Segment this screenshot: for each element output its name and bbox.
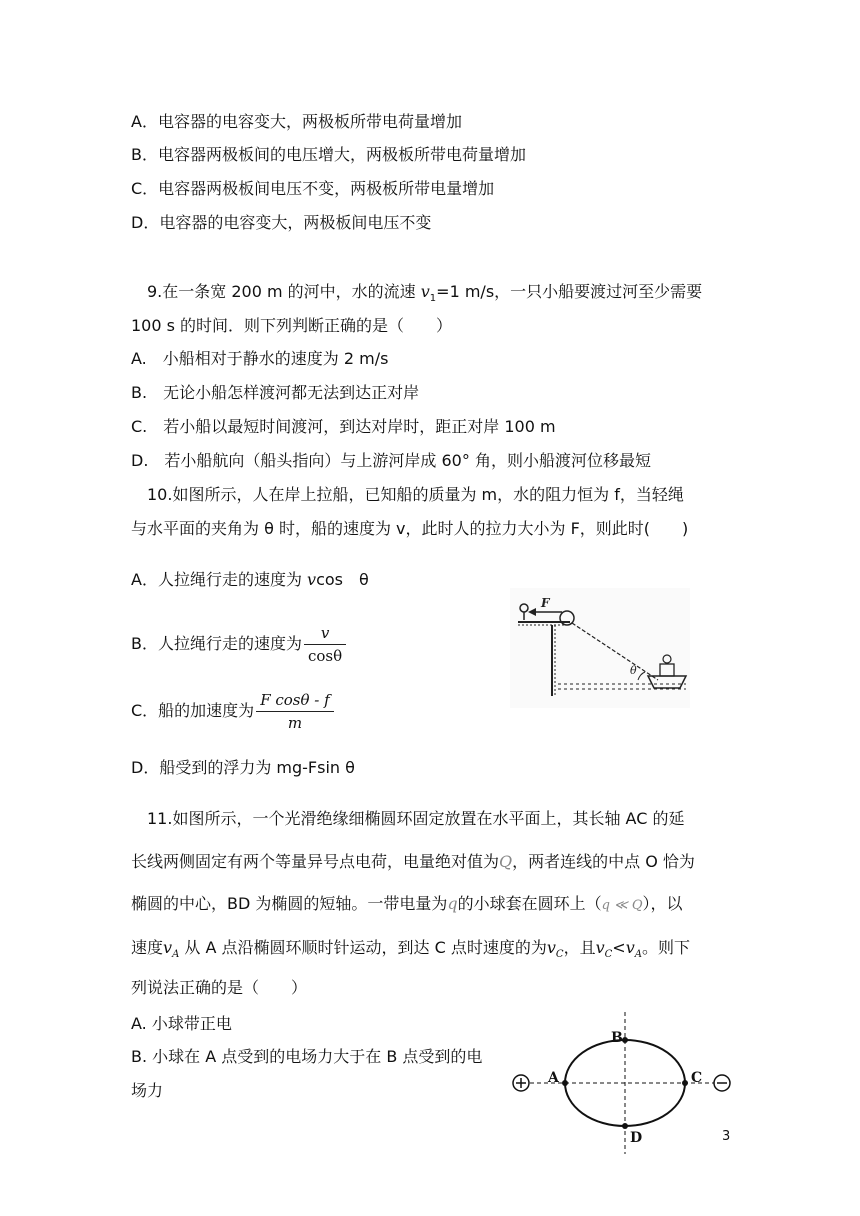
q9-v1-sub: 1 — [429, 293, 437, 305]
q11-option-a: A. 小球带正电 — [131, 1014, 232, 1033]
q10-option-a-cos: cos θ — [316, 570, 369, 589]
q11-option-b-line2: 场力 — [131, 1081, 164, 1100]
q9-option-d: D. 若小船航向（船头指向）与上游河岸成 60° 角，则小船渡河位移最短 — [131, 451, 651, 470]
q10-option-d: D．船受到的浮力为 mg-Fsin θ — [131, 758, 355, 777]
q8-option-d: D．电容器的电容变大，两极板间电压不变 — [131, 213, 432, 232]
q10-stem-line1: 10.如图所示，人在岸上拉船，已知船的质量为 m，水的阻力恒为 f，当轻绳 — [147, 485, 684, 504]
q11-vc-sub: C — [555, 949, 564, 961]
q11-stem4-part3: ，且 — [563, 938, 596, 957]
q11-stem-line3 — [131, 893, 683, 917]
q11-stem-line4 — [131, 937, 690, 966]
q11-vc: v — [546, 938, 556, 957]
q8-option-a: A．电容器的电容变大，两极板所带电荷量增加 — [131, 112, 462, 131]
q10-option-b — [131, 624, 346, 665]
q9-option-b: B. 无论小船怎样渡河都无法到达正对岸 — [131, 383, 420, 402]
q10-option-b-text: B．人拉绳行走的速度为 — [131, 634, 302, 653]
q10-figure-label-f: F — [541, 596, 550, 610]
q9-v1: v — [420, 282, 430, 301]
q11-va: v — [163, 938, 173, 957]
q11-va-2: v — [625, 938, 635, 957]
q11-q-much-less-q: q ≪ Q — [601, 898, 643, 913]
q10-boat-figure — [510, 588, 690, 708]
q11-stem2-part2: ，两者连线的中点 O 恰为 — [512, 852, 695, 871]
q10-option-c-fraction — [256, 691, 334, 732]
q10-option-c — [131, 691, 334, 732]
q11-stem3-part2: 的小球套在圆环上（ — [457, 894, 602, 913]
q10-option-b-numerator: v — [304, 624, 346, 645]
q11-label-d: D — [630, 1130, 643, 1146]
q9-stem-part2: =1 m/s，一只小船要渡过河至少需要 — [436, 282, 703, 301]
q10-option-b-denominator: cosθ — [307, 647, 343, 665]
q11-stem3-part1: 椭圆的中心，BD 为椭圆的短轴。一带电量为 — [131, 894, 448, 913]
q11-stem-line5: 列说法正确的是（ ） — [131, 978, 308, 997]
q11-vc-sub-2: C — [604, 949, 613, 961]
q11-ellipse-figure — [508, 1008, 738, 1158]
q8-option-c: C．电容器两极板间电压不变，两极板所带电量增加 — [131, 179, 495, 198]
q9-stem-line2: 100 s 的时间．则下列判断正确的是（ ） — [131, 316, 453, 335]
q11-stem4-part2: 从 A 点沿椭圆环顺时针运动，到达 C 点时速度的为 — [179, 938, 547, 957]
q11-stem3-part3: ），以 — [642, 894, 683, 913]
q11-symbol-q: q — [447, 894, 458, 913]
q10-option-c-numerator: F cosθ - f — [256, 691, 334, 712]
q11-stem-line2 — [131, 851, 695, 873]
q10-stem-line2: 与水平面的夹角为 θ 时，船的速度为 v，此时人的拉力大小为 F，则此时( ) — [131, 519, 689, 538]
q11-stem2-part1: 长线两侧固定有两个等量异号点电荷，电量绝对值为 — [131, 852, 500, 871]
q10-option-c-text: C．船的加速度为 — [131, 701, 255, 720]
page-number: 3 — [722, 1129, 731, 1144]
q10-option-a — [131, 569, 369, 591]
q11-stem-line1: 11.如图所示，一个光滑绝缘细椭圆环固定放置在水平面上，其长轴 AC 的延 — [147, 809, 685, 828]
q9-option-a: A. 小船相对于静水的速度为 2 m/s — [131, 349, 389, 368]
q10-option-b-fraction — [304, 624, 346, 665]
q11-label-b: B — [611, 1030, 623, 1046]
q11-label-c: C — [691, 1070, 703, 1086]
q11-va-sub-2: A — [634, 949, 642, 961]
q8-option-b: B．电容器两极板间的电压增大，两极板所带电荷量增加 — [131, 145, 526, 164]
q11-option-b-line1: B. 小球在 A 点受到的电场力大于在 B 点受到的电 — [131, 1047, 483, 1066]
q10-figure-label-theta: θ — [630, 664, 637, 677]
q10-option-c-denominator: m — [287, 714, 303, 732]
q9-option-c: C. 若小船以最短时间渡河，到达对岸时，距正对岸 100 m — [131, 417, 556, 436]
q10-option-a-text: A．人拉绳行走的速度为 — [131, 570, 308, 589]
q9-stem-part1: 9.在一条宽 200 m 的河中，水的流速 — [147, 282, 421, 301]
q11-stem4-part4: 。则下 — [641, 938, 690, 957]
q11-less-than: < — [612, 938, 626, 957]
q11-label-a: A — [548, 1070, 559, 1086]
q11-symbol-q-big: Q — [499, 852, 513, 871]
q10-option-a-v: v — [307, 570, 317, 589]
q11-stem4-part1: 速度 — [131, 938, 164, 957]
q11-va-sub: A — [172, 949, 180, 961]
q11-vc-2: v — [595, 938, 605, 957]
q9-stem-line1 — [147, 281, 702, 310]
